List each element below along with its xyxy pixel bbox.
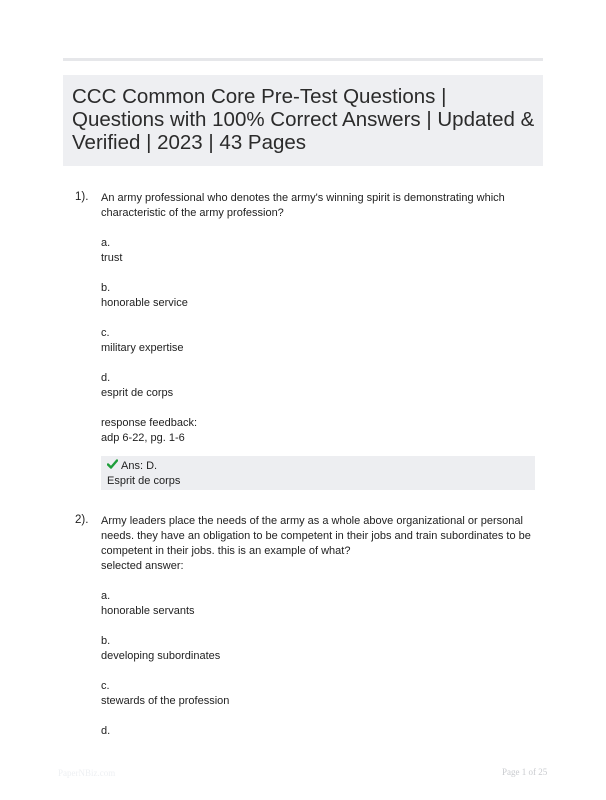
check-icon [107, 459, 118, 474]
answer-box [101, 456, 535, 490]
feedback-text: adp 6-22, pg. 1-6 [101, 432, 185, 444]
page-number: Page 1 of 25 [502, 767, 548, 777]
answer-label: Ans: D. [121, 460, 158, 472]
option-text: stewards of the profession [101, 695, 230, 707]
title-banner [63, 75, 543, 166]
footer-watermark: PaperNBiz.com [58, 768, 116, 778]
option-b [101, 634, 531, 664]
option-d [101, 724, 531, 739]
option-letter: a. [101, 237, 111, 249]
option-b [101, 281, 531, 311]
option-letter: d. [101, 725, 111, 737]
question-number: 1). [75, 191, 89, 203]
selected-answer-label: selected answer: [101, 560, 184, 572]
option-c [101, 326, 531, 356]
response-feedback [101, 416, 531, 446]
option-c [101, 679, 531, 709]
option-text: honorable service [101, 297, 188, 309]
option-text: honorable servants [101, 605, 195, 617]
option-d [101, 371, 531, 401]
option-letter: a. [101, 590, 111, 602]
question-1 [101, 191, 531, 446]
answer-text: Esprit de corps [107, 475, 181, 487]
option-text: esprit de corps [101, 387, 174, 399]
option-a [101, 589, 531, 619]
question-prompt: An army professional who denotes the army's winning spirit is demonstrating which characteristic of the army profession? [101, 192, 505, 219]
question-2 [101, 514, 531, 739]
question-prompt: Army leaders place the needs of the army as a whole above organizational or personal needs. they have an obligation to be competent in their jobs and train subordinates to be competent in their jobs. this is an example of what? [101, 515, 531, 557]
feedback-label: response feedback: [101, 417, 198, 429]
option-letter: c. [101, 327, 110, 339]
answer-line [107, 459, 529, 474]
document-title: CCC Common Core Pre-Test Questions | Questions with 100% Correct Answers | Updated & Verified | 2023 | 43 Pages [72, 85, 535, 154]
question-number: 2). [75, 514, 89, 526]
option-letter: d. [101, 372, 111, 384]
option-letter: c. [101, 680, 110, 692]
option-text: developing subordinates [101, 650, 221, 662]
option-a [101, 236, 531, 266]
option-text: military expertise [101, 342, 184, 354]
option-text: trust [101, 252, 123, 264]
option-letter: b. [101, 282, 111, 294]
option-letter: b. [101, 635, 111, 647]
top-divider [63, 58, 543, 61]
